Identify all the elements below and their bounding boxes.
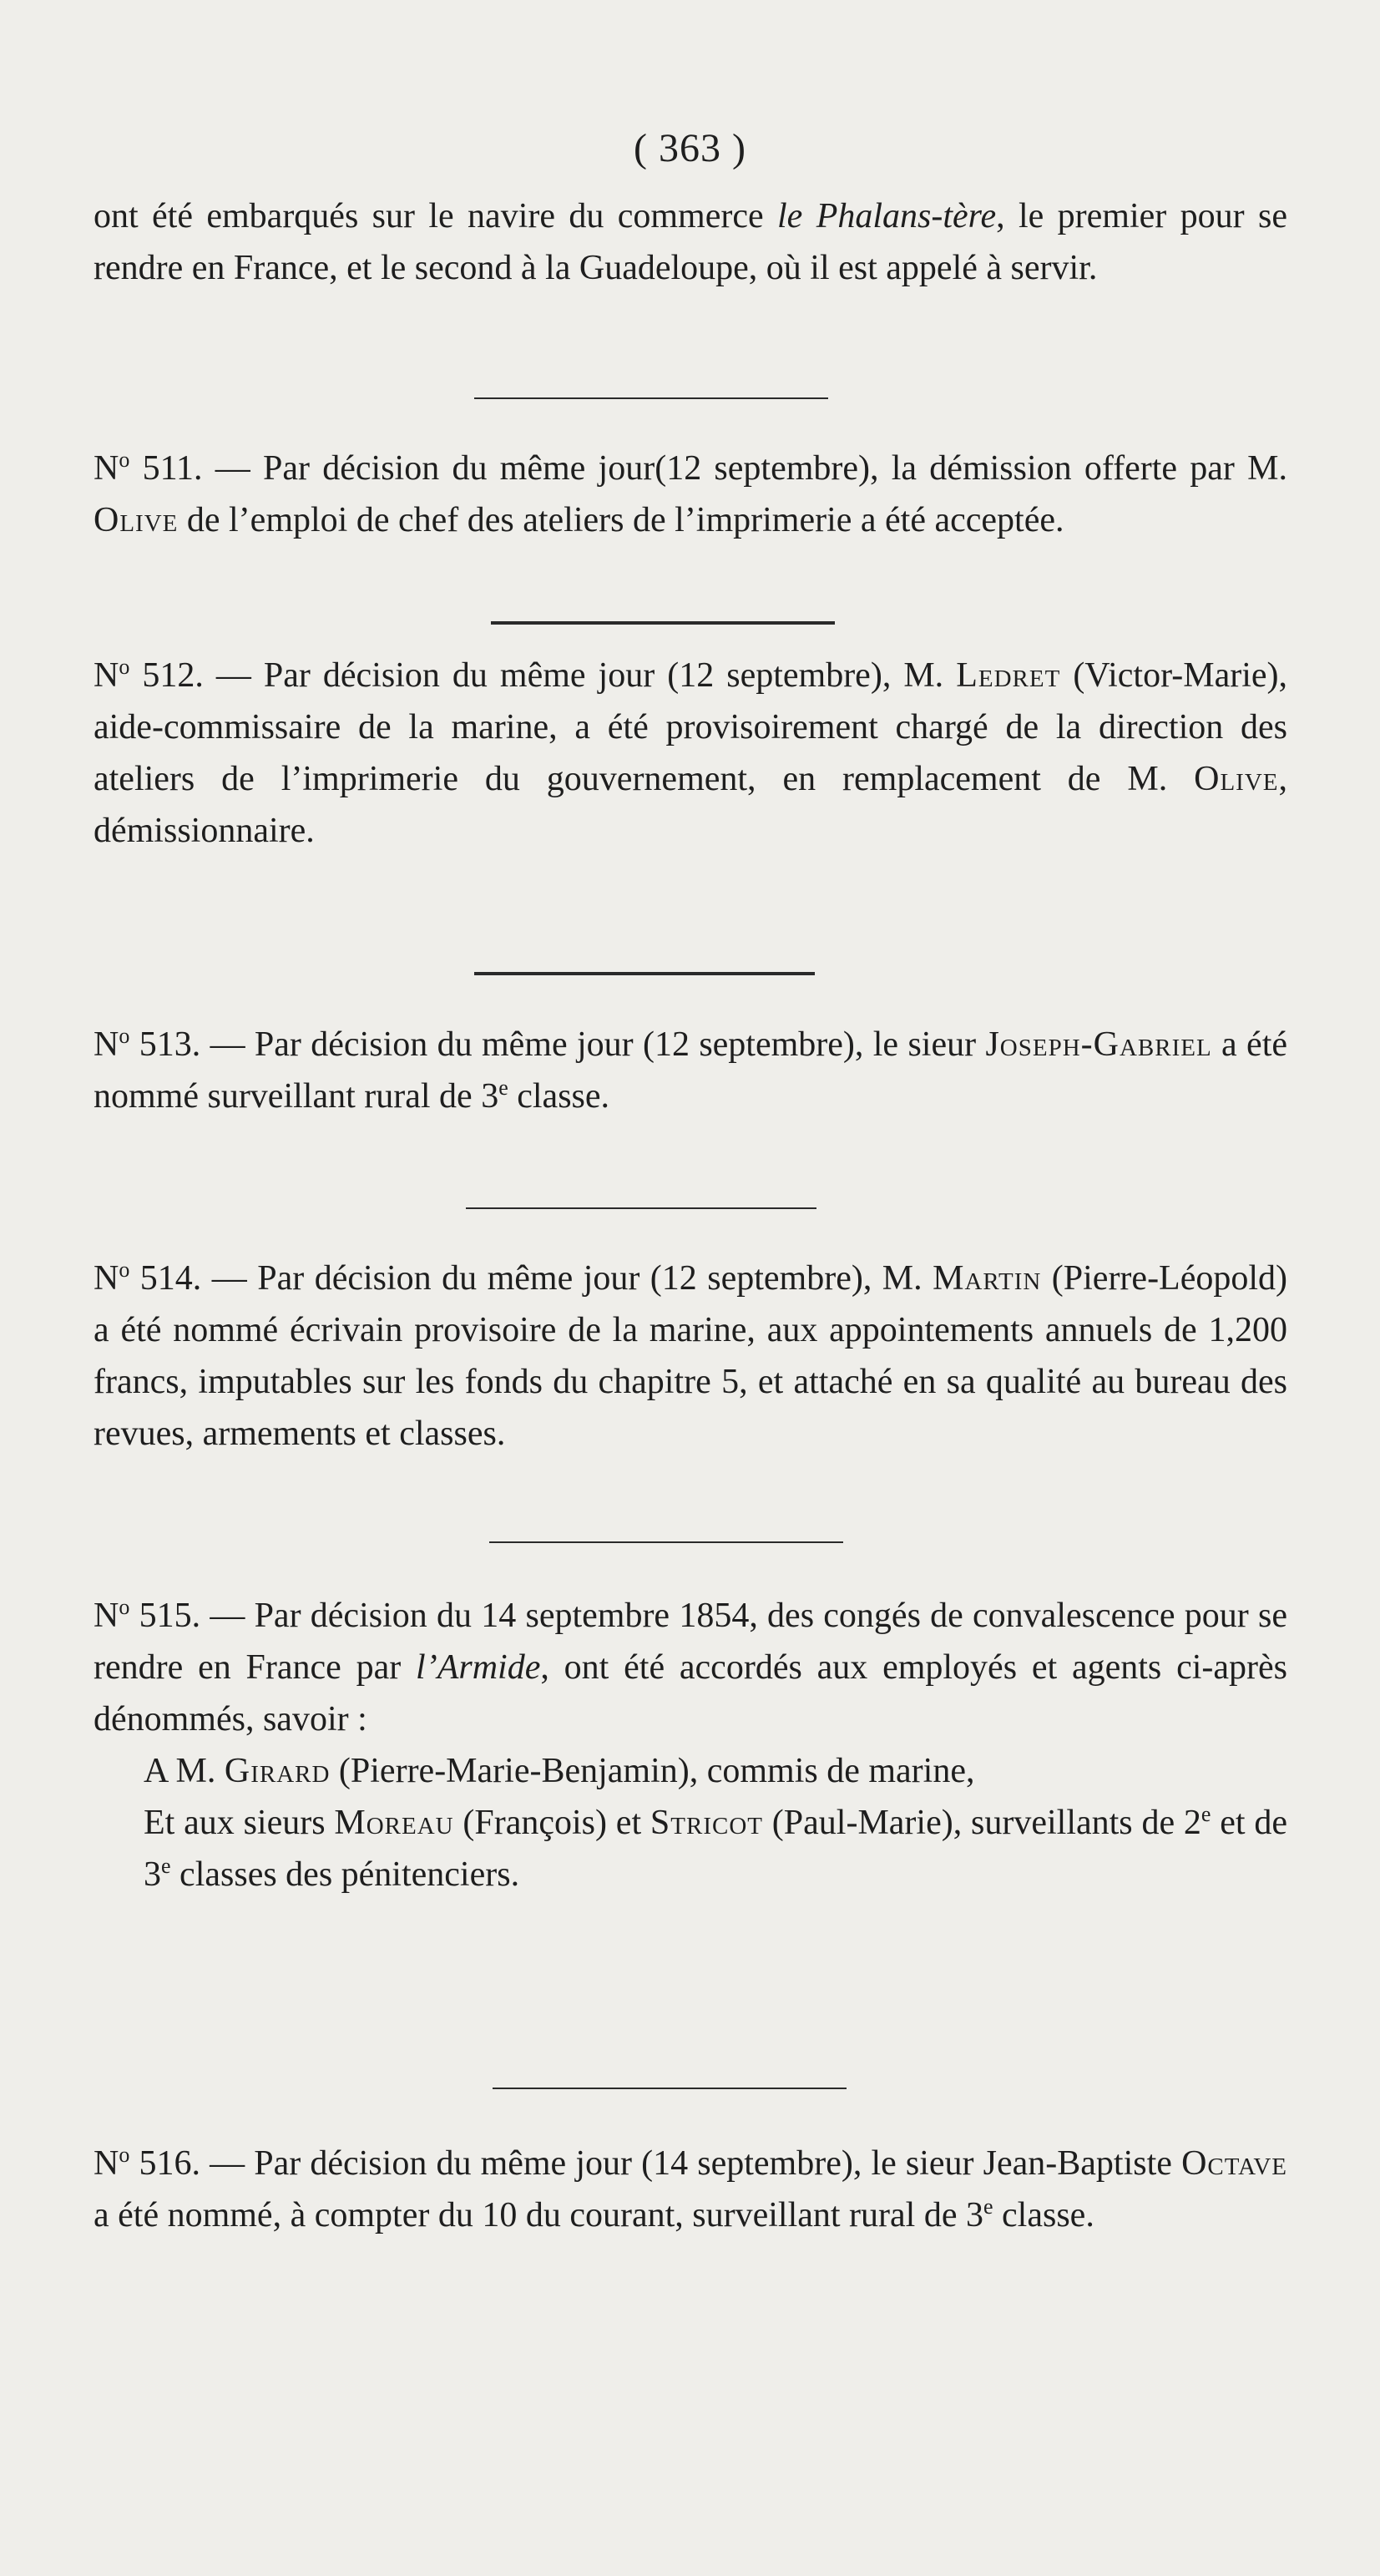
- entry-number-prefix: N: [94, 2144, 119, 2183]
- separator-rule: [474, 972, 815, 975]
- text-run: de l’emploi de chef des ateliers de l’imprimerie a été acceptée.: [178, 501, 1064, 539]
- text-run: classe.: [993, 2196, 1094, 2234]
- superscript: e: [498, 1075, 508, 1100]
- superscript: e: [1201, 1802, 1211, 1826]
- person-name: Olive: [94, 501, 179, 539]
- entry-number-prefix: N: [94, 449, 119, 488]
- superscript: o: [119, 1595, 130, 1619]
- text-run: classes des pénitenciers.: [170, 1855, 520, 1894]
- text-run: 514. — Par décision du même jour (12 septembre), M.: [129, 1259, 933, 1298]
- text-run: 515. — Par décision du 14 septembre 1854, des congés de convalescence pour se rendre en France par: [94, 1597, 1287, 1687]
- entry-number-prefix: N: [94, 1597, 119, 1635]
- entry-515-paragraph-3: [94, 1797, 1287, 1900]
- separator-rule: [474, 397, 828, 399]
- text-run: 511. — Par décision du même jour(12 septembre), la démission offerte par M.: [129, 449, 1287, 488]
- person-name: Moreau: [334, 1804, 454, 1842]
- superscript: o: [119, 448, 130, 472]
- entry-number-prefix: N: [94, 1259, 119, 1298]
- text-run: ont été embarqués sur le navire du commerce: [94, 197, 778, 235]
- text-run: 516. — Par décision du même jour (14 septembre), le sieur Jean-Baptiste: [129, 2144, 1182, 2183]
- text-run: (François) et: [453, 1804, 650, 1842]
- text-run: A M.: [144, 1752, 225, 1790]
- person-name: Octave: [1181, 2144, 1287, 2183]
- superscript: e: [161, 1854, 171, 1878]
- entry-511: [94, 443, 1287, 546]
- superscript: o: [119, 655, 130, 679]
- entry-515-paragraph-1: [94, 1590, 1287, 1745]
- entry-515: [94, 1590, 1287, 1900]
- text-run: a été nommé surveillant rural de 3: [94, 1025, 1288, 1116]
- separator-rule: [489, 1541, 843, 1543]
- person-name: Olive: [1194, 760, 1279, 798]
- entry-512: [94, 650, 1287, 857]
- entry-516: [94, 2138, 1287, 2241]
- paragraph-intro: [94, 190, 1287, 294]
- text-run: (Victor-Marie), aide-commissaire de la marine, a été provisoirement chargé de la direction des ateliers de l’imprimerie du gouvernement, en remplacement de M.: [94, 656, 1287, 798]
- separator-rule: [491, 621, 835, 625]
- separator-rule: [493, 2088, 847, 2089]
- ship-name: le Phalans-tère: [777, 197, 997, 235]
- text-run: classe.: [508, 1077, 610, 1116]
- text-run: (Pierre-Léopold) a été nommé écrivain provisoire de la marine, aux appointements annuels de 1,200 francs, imputables sur les fonds du chapitre 5, et attaché en sa qualité au bureau des revues, armements et classes.: [94, 1259, 1288, 1453]
- entry-number-prefix: N: [94, 656, 119, 695]
- text-run: , démissionnaire.: [94, 760, 1287, 850]
- text-run: , le premier pour se rendre en France, et le second à la Guadeloupe, où il est appelé à servir.: [94, 197, 1287, 287]
- person-name: Ledret: [956, 656, 1061, 695]
- superscript: o: [119, 2143, 130, 2167]
- separator-rule: [466, 1207, 816, 1209]
- text-run: 512. — Par décision du même jour (12 septembre), M.: [129, 656, 957, 695]
- entry-513: [94, 1019, 1287, 1122]
- superscript: o: [119, 1024, 130, 1048]
- superscript: e: [983, 2194, 993, 2219]
- entry-515-paragraph-2: [94, 1745, 1287, 1797]
- person-name: Martin: [933, 1259, 1042, 1298]
- person-name: Girard: [224, 1752, 331, 1790]
- entry-number-prefix: N: [94, 1025, 119, 1064]
- page-number: ( 363 ): [634, 126, 746, 170]
- text-run: et de 3: [144, 1804, 1287, 1894]
- text-run: (Pierre-Marie-Benjamin), commis de marine,: [330, 1752, 975, 1790]
- superscript: o: [119, 1258, 130, 1282]
- text-run: Et aux sieurs: [144, 1804, 335, 1842]
- text-run: (Paul-Marie), surveillants de 2: [763, 1804, 1201, 1842]
- entry-514: [94, 1253, 1287, 1460]
- person-name: Stricot: [650, 1804, 763, 1842]
- text-run: 513. — Par décision du même jour (12 septembre), le sieur: [129, 1025, 986, 1064]
- ship-name: l’Armide: [416, 1648, 541, 1687]
- text-run: , ont été accordés aux employés et agents ci-après dénommés, savoir :: [94, 1648, 1287, 1738]
- text-run: a été nommé, à compter du 10 du courant, surveillant rural de 3: [94, 2196, 983, 2234]
- person-name: Joseph-Gabriel: [985, 1025, 1212, 1064]
